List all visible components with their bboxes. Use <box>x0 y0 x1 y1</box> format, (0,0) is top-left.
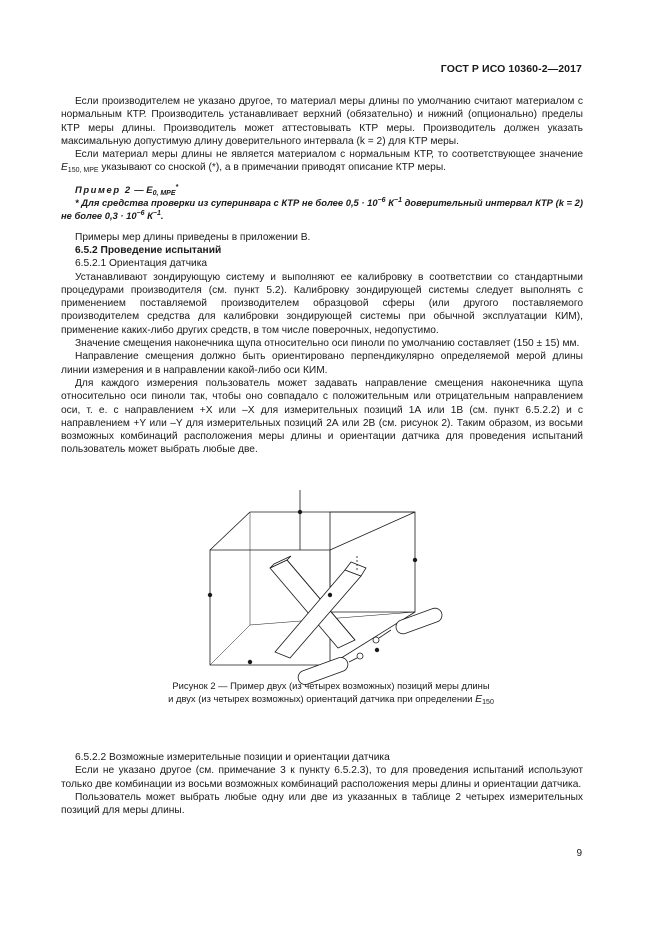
heading-6-5-2-2: 6.5.2.2 Возможные измерительные позиции и ориентации датчика <box>75 752 390 763</box>
point-mid-right <box>328 593 332 597</box>
figure-2-diagram <box>195 490 465 702</box>
page-number: 9 <box>576 848 582 859</box>
point-right-back <box>413 558 417 562</box>
document-header: ГОСТ Р ИСО 10360-2—2017 <box>440 63 582 75</box>
paragraph-offset-direction: Направление смещения должно быть ориентировано перпендикулярно определяемой мерой длины линии измерения и в направлении какой-либо оси КИМ. <box>61 351 583 376</box>
heading-6-5-2: 6.5.2 Проведение испытаний <box>75 244 222 256</box>
paragraph-default-material: Если производителем не указано другое, то материал меры длины по умолчанию считают материалом с нормальным КТР. Производитель устанавливает верхний (обязательно) и нижний (опционально) пределы КТР меры длины. Производитель может аттестовывать КТР меры. Производитель должен указать максимальную допустимую длину доверительного интервала (k = 2) для КТР меры. <box>61 96 583 147</box>
paragraph-two-combinations: Если не указано другое (см. примечание 3 к пункту 6.5.2.3), то для проведения испытаний используют только две комбинации из восьми возможных комбинаций расположения меры длины и ориентации датчика. <box>61 765 583 790</box>
cube-edge-top-right <box>330 512 415 550</box>
point-top <box>298 510 302 514</box>
paragraph-offset-value: Значение смещения наконечника щупа относительно оси пиноли по умолчанию составляет (150 ± 15) мм. <box>75 338 580 350</box>
paragraph-examples-appendix: Примеры мер длины приведены в приложении В. <box>75 231 311 243</box>
paragraph-non-normal-ctr: Если материал меры длины не является материалом с нормальным КТР, то соответствующее значение $E_{150, MPE}$ указывают со сноской (*), а в примечании приводят описание КТР меры. <box>61 149 583 175</box>
point-bottom-left <box>248 660 252 664</box>
point-bottom-right <box>375 648 379 652</box>
point-left <box>208 593 212 597</box>
heading-6-5-2-1: 6.5.2.1 Ориентация датчика <box>75 258 208 270</box>
main-text-block <box>61 95 583 457</box>
example-2: Пример 2 — $E_{0, MPE}^*$ <box>75 183 179 197</box>
cube-edge-hidden-bottom <box>210 625 250 665</box>
paragraph-four-positions: Пользователь может выбрать любые одну или две из указанных в таблице 2 четырех измерительных позиций для меры длины. <box>61 791 583 817</box>
paragraph-calibration: Устанавливают зондирующую систему и выполняют ее калибровку в соответствии со стандартными процедурами производителя (см. пункт 5.2). Калибровку зондирующей системы следует выполнять с применением поставляемой производителем образцовой сферы (или другого поставляемого производителем средства для калибровки зондирующей системы при обычной эксплуатации КИМ), применение каких-либо других средств, в том числе поверочных, недопустимо. <box>61 271 583 336</box>
figure-2-caption: Рисунок 2 — Пример двух (из четырех возможных) позиций меры длины и двух (из четырех возможных) ориентаций датчика при определении $E_{150}$ <box>168 680 494 706</box>
section-6-5-2-2-block <box>61 751 583 817</box>
cube-edge-top-left <box>210 512 250 550</box>
paragraph-combinations: Для каждого измерения пользователь может задавать направление смещения наконечника щупа относительно оси пиноли так, чтобы оно совпадало с положительным или отрицательным направлением оси, т. е. с направлением +X или –X для измерительных позиций 1А или 1В (см. пункт 6.5.2.2) и с направлением +Y или –Y для измерительных позиций 2А или 2В (см. рисунок 2). Таким образом, из восьми возможных комбинаций расположения меры длины и ориентации датчика для проведения испытаний пользователь может выбрать любые две. <box>61 377 583 456</box>
example-2-text: * Для средства проверки из суперинвара с КТР не более $0,5 \cdot 10^{-6}$ $К^{-1}$ доверительный интервал КТР (k = 2) не более $0,3 \cdot 10^{-6}$ $К^{-1}$. <box>61 197 583 222</box>
